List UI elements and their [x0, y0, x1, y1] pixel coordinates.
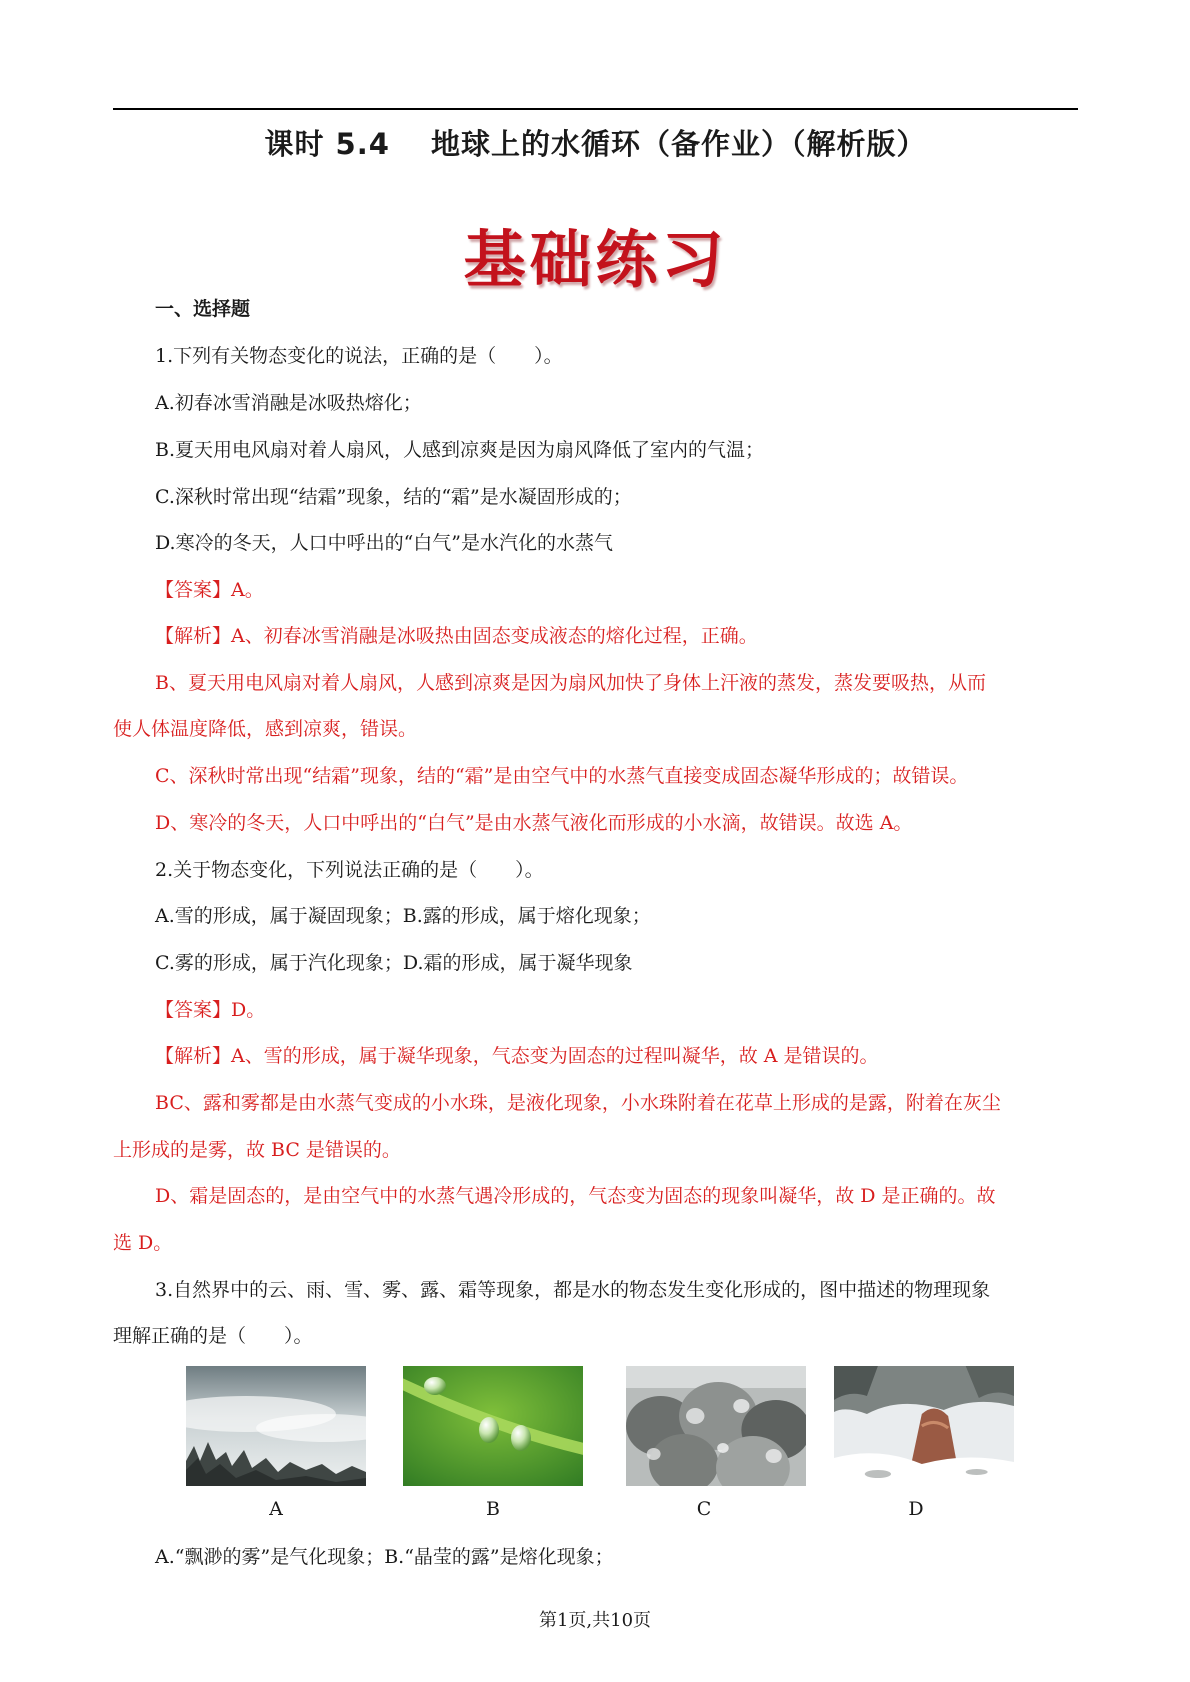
q1-explanation-d: D、寒冷的冬天，人口中呼出的“白气”是由水蒸气液化而形成的小水滴，故错误。故选 A。	[155, 812, 913, 834]
q1-explanation-c: C、深秋时常出现“结霜”现象，结的“霜”是由空气中的水蒸气直接变成固态凝华形成的；故错误。	[155, 765, 969, 787]
q3-stem-2: 理解正确的是（ ）。	[113, 1325, 313, 1347]
q2-answer: 【答案】D。	[155, 999, 266, 1021]
figure-d-label: D	[908, 1498, 924, 1520]
document-title: 课时 5.4 地球上的水循环（备作业）（解析版）	[264, 127, 927, 161]
q1-explanation-b-1: B、夏天用电风扇对着人扇风，人感到凉爽是因为扇风加快了身体上汗液的蒸发，蒸发要吸热，从而	[155, 672, 986, 694]
q2-options-cd: C.雾的形成，属于汽化现象；D.霜的形成，属于凝华现象	[155, 952, 633, 974]
section-banner: 基础练习	[463, 223, 728, 296]
q2-stem: 2.关于物态变化，下列说法正确的是（ ）。	[155, 859, 544, 881]
figure-a-label: A	[269, 1498, 283, 1520]
q1-option-c: C.深秋时常出现“结霜”现象，结的“霜”是水凝固形成的；	[155, 486, 632, 508]
q3-stem-1: 3.自然界中的云、雨、雪、雾、露、霜等现象，都是水的物态发生变化形成的，图中描述的物理现象	[155, 1279, 991, 1301]
q1-answer: 【答案】A。	[155, 579, 264, 601]
section-heading: 一、选择题	[155, 298, 251, 320]
header-rule	[113, 108, 1078, 110]
q1-stem: 1.下列有关物态变化的说法，正确的是（ ）。	[155, 345, 563, 367]
figure-c-frost-image	[626, 1366, 806, 1486]
figure-a-fog-image	[186, 1366, 366, 1486]
figure-c-label: C	[696, 1498, 712, 1520]
page-footer: 第1页,共10页	[538, 1610, 652, 1631]
figure-d-snow-image	[834, 1366, 1014, 1486]
q2-explanation-bc-1: BC、露和雾都是由水蒸气变成的小水珠，是液化现象，小水珠附着在花草上形成的是露，附着在灰尘	[155, 1092, 1001, 1114]
q1-explanation-b-2: 使人体温度降低，感到凉爽，错误。	[113, 718, 418, 740]
figure-b-label: B	[486, 1498, 500, 1520]
q3-options-ab: A.“飘渺的雾”是气化现象；B.“晶莹的露”是熔化现象；	[155, 1546, 614, 1568]
q2-explanation-bc-2: 上形成的是雾，故 BC 是错误的。	[113, 1139, 401, 1161]
q1-option-d: D.寒冷的冬天，人口中呼出的“白气”是水汽化的水蒸气	[155, 532, 614, 554]
q2-explanation-d-2: 选 D。	[113, 1232, 173, 1254]
q2-explanation-d-1: D、霜是固态的，是由空气中的水蒸气遇冷形成的，气态变为固态的现象叫凝华，故 D 是正确的。故	[155, 1185, 996, 1207]
q1-option-b: B.夏天用电风扇对着人扇风，人感到凉爽是因为扇风降低了室内的气温；	[155, 439, 765, 461]
figure-b-dew-image	[403, 1366, 583, 1486]
q1-explanation-a: 【解析】A、初春冰雪消融是冰吸热由固态变成液态的熔化过程，正确。	[155, 625, 758, 647]
q2-explanation-a: 【解析】A、雪的形成，属于凝华现象，气态变为固态的过程叫凝华，故 A 是错误的。	[155, 1045, 879, 1067]
q2-options-ab: A.雪的形成，属于凝固现象；B.露的形成，属于熔化现象；	[155, 905, 651, 927]
q1-option-a: A.初春冰雪消融是冰吸热熔化；	[155, 392, 422, 414]
